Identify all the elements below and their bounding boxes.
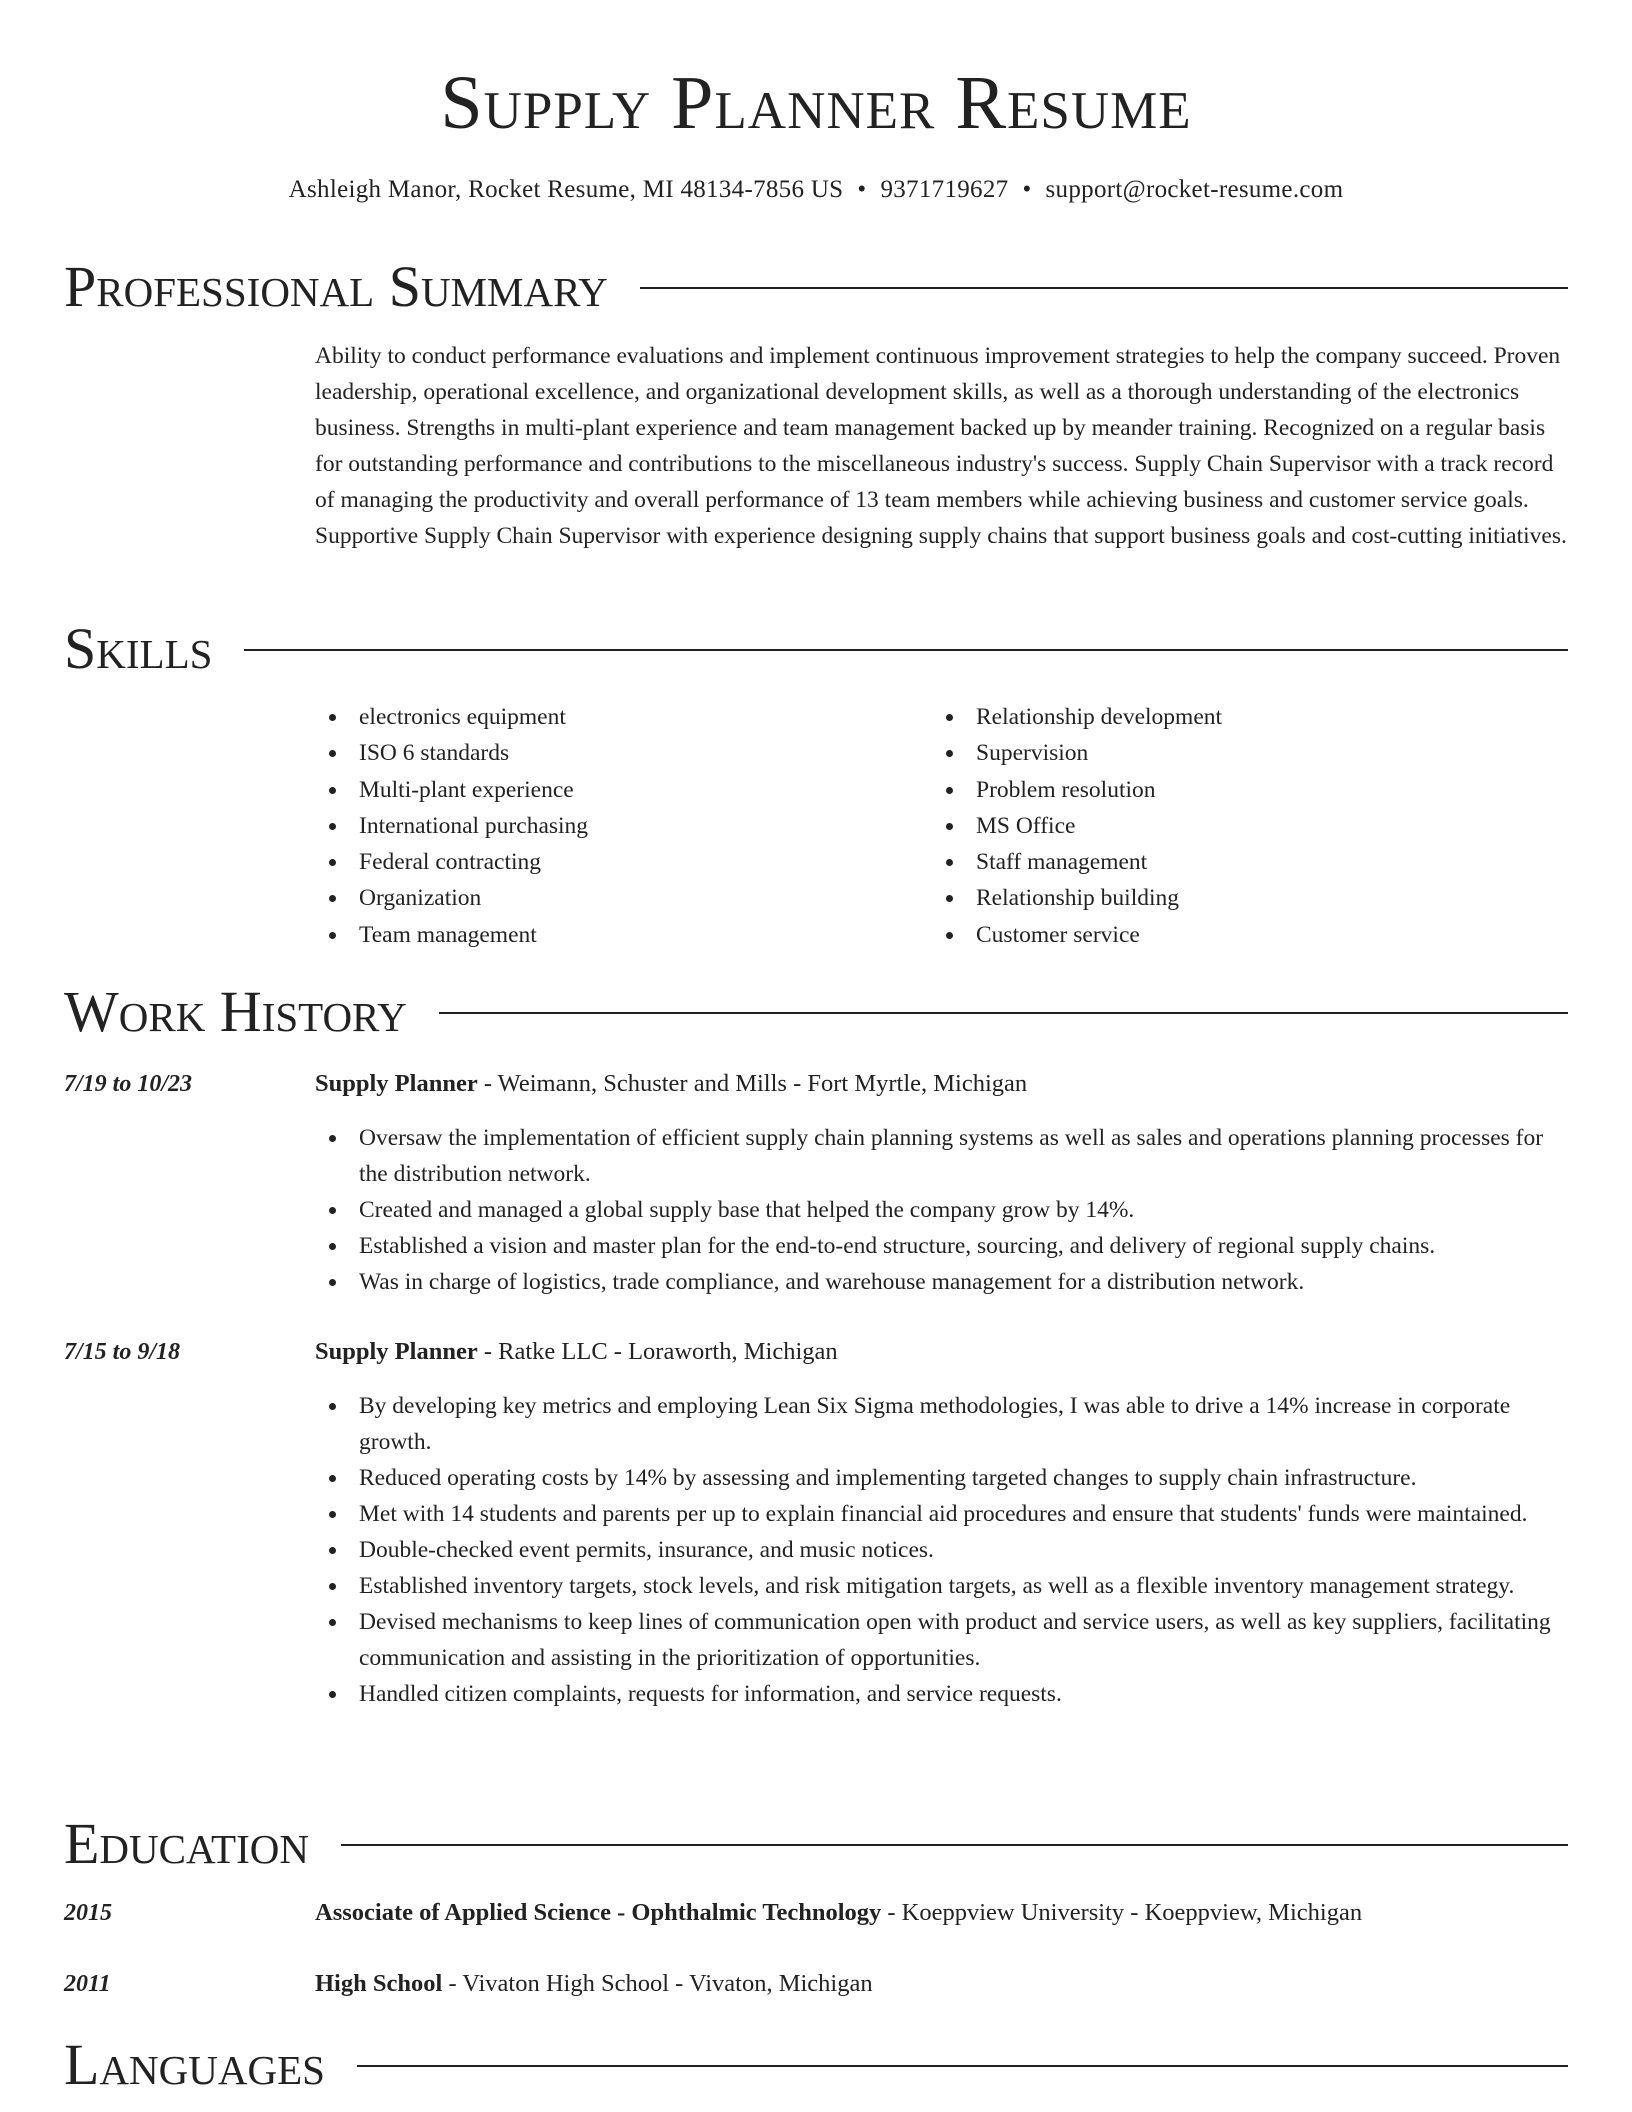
- education-section-header: [64, 1809, 1568, 1879]
- section-divider: [439, 1012, 1568, 1014]
- job-heading: [315, 1066, 1027, 1102]
- education-heading: [315, 1966, 873, 2002]
- job-bullets: [315, 1120, 1577, 1300]
- section-title: Professional Summary: [64, 254, 608, 319]
- section-title: Languages: [64, 2032, 325, 2097]
- skill-item: Federal contracting: [315, 844, 915, 880]
- education-heading: [315, 1895, 1362, 1931]
- job-bullet: Established inventory targets, stock levels, and risk mitigation targets, as well as a flexible inventory management strategy.: [315, 1568, 1577, 1604]
- summary-text: Ability to conduct performance evaluations and implement continuous improvement strategies to help the company succeed. Proven leadership, operational excellence, and organizational development skills, as well as a thorough understanding of the electronics business. Strengths in multi-plant experience and team management backed up by meander training. Recognized on a regular basis for outstanding performance and contributions to the miscellaneous industry's success. Supply Chain Supervisor with a track record of managing the productivity and overall performance of 13 team members while achieving business and customer service goals. Supportive Supply Chain Supervisor with experience designing supply chains that support business goals and cost-cutting initiatives.: [315, 343, 1567, 549]
- skill-item: Supervision: [932, 735, 1572, 771]
- skill-item: Organization: [315, 880, 915, 916]
- summary-section-header: [64, 252, 1568, 322]
- skill-item: Problem resolution: [932, 772, 1572, 808]
- job-bullet: Created and managed a global supply base that helped the company grow by 14%.: [315, 1192, 1577, 1228]
- job-bullet: Was in charge of logistics, trade compliance, and warehouse management for a distribution network.: [315, 1264, 1577, 1300]
- skill-item: Relationship development: [932, 699, 1572, 735]
- languages-section-header: [64, 2030, 1568, 2100]
- resume-title: Supply Planner Resume: [440, 61, 1192, 145]
- education-degree: High School: [315, 1970, 443, 1997]
- skill-item: Customer service: [932, 917, 1572, 953]
- contact-separator: •: [857, 176, 867, 203]
- job-title: Supply Planner: [315, 1338, 478, 1365]
- skill-item: Team management: [315, 917, 915, 953]
- job-bullet: By developing key metrics and employing Lean Six Sigma methodologies, I was able to drive a 14% increase in corporate growth.: [315, 1388, 1577, 1460]
- education-year: 2015: [64, 1900, 112, 1926]
- work-section-header: [64, 977, 1568, 1047]
- contact-address: Ashleigh Manor, Rocket Resume, MI 48134-7856 US: [288, 176, 844, 203]
- job-bullet: Oversaw the implementation of efficient supply chain planning systems as well as sales and operations planning processes for the distribution network.: [315, 1120, 1577, 1192]
- job-bullets: [315, 1388, 1577, 1712]
- job-title: Supply Planner: [315, 1070, 478, 1097]
- skill-item: ISO 6 standards: [315, 735, 915, 771]
- section-title: Skills: [64, 616, 213, 681]
- skill-item: Multi-plant experience: [315, 772, 915, 808]
- contact-separator: •: [1022, 176, 1032, 203]
- contact-phone: 9371719627: [880, 176, 1009, 203]
- job-details: - Ratke LLC - Loraworth, Michigan: [477, 1338, 838, 1365]
- skill-item: MS Office: [932, 808, 1572, 844]
- job-dates: 7/15 to 9/18: [64, 1339, 181, 1365]
- skills-list-right: [932, 699, 1572, 953]
- skill-item: Staff management: [932, 844, 1572, 880]
- skills-section-header: [64, 614, 1568, 684]
- contact-line: [0, 174, 1632, 206]
- job-dates: 7/19 to 10/23: [64, 1071, 193, 1097]
- section-divider: [357, 2065, 1568, 2067]
- education-details: - Koeppview University - Koeppview, Michigan: [881, 1899, 1363, 1926]
- job-bullet: Handled citizen complaints, requests for information, and service requests.: [315, 1676, 1577, 1712]
- education-details: - Vivaton High School - Vivaton, Michigan: [442, 1970, 873, 1997]
- job-bullet: Established a vision and master plan for the end-to-end structure, sourcing, and delivery of regional supply chains.: [315, 1228, 1577, 1264]
- section-divider: [640, 287, 1568, 289]
- contact-email: support@rocket-resume.com: [1045, 176, 1344, 203]
- education-year: 2011: [64, 1971, 111, 1997]
- job-bullet: Devised mechanisms to keep lines of communication open with product and service users, as well as key suppliers, facilitating communication and assisting in the prioritization of opportunities.: [315, 1604, 1577, 1676]
- skill-item: Relationship building: [932, 880, 1572, 916]
- skill-item: International purchasing: [315, 808, 915, 844]
- job-details: - Weimann, Schuster and Mills - Fort Myrtle, Michigan: [477, 1070, 1028, 1097]
- skills-list-left: [315, 699, 915, 953]
- job-bullet: Double-checked event permits, insurance, and music notices.: [315, 1532, 1577, 1568]
- section-title: Education: [64, 1811, 309, 1876]
- section-divider: [341, 1844, 1568, 1846]
- education-degree: Associate of Applied Science - Ophthalmic Technology: [315, 1899, 882, 1926]
- job-bullet: Met with 14 students and parents per up to explain financial aid procedures and ensure that students' funds were maintained.: [315, 1496, 1577, 1532]
- job-heading: [315, 1334, 838, 1370]
- section-title: Work History: [64, 979, 407, 1044]
- skill-item: electronics equipment: [315, 699, 915, 735]
- job-bullet: Reduced operating costs by 14% by assessing and implementing targeted changes to supply chain infrastructure.: [315, 1460, 1577, 1496]
- section-divider: [244, 649, 1568, 651]
